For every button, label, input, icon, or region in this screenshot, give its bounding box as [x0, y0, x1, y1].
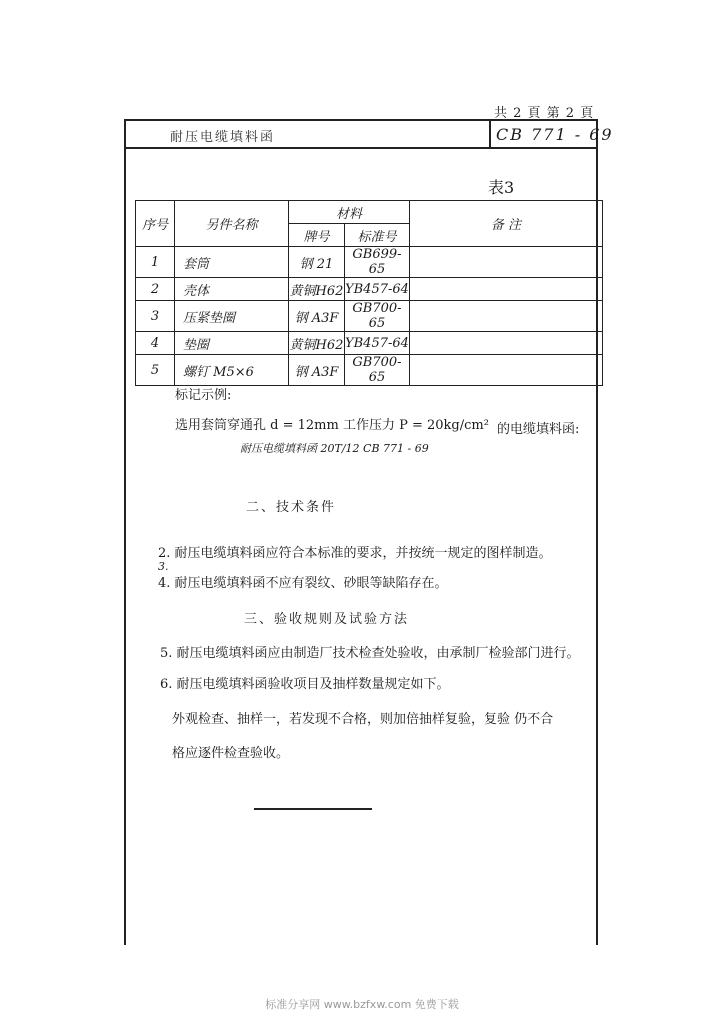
table-row: [136, 278, 603, 301]
section2-item3: 3.: [158, 560, 169, 573]
end-divider: [254, 808, 372, 810]
page-info: 共 2 頁 第 2 頁: [494, 106, 595, 121]
row-remarks: [410, 301, 603, 332]
section2-item4: 4. 耐压电缆填料函不应有裂纹、砂眼等缺陷存在。: [158, 576, 448, 591]
row-standard: GB700-65: [345, 355, 410, 386]
row-remarks: [410, 355, 603, 386]
section2-item2: 2. 耐压电缆填料函应符合本标准的要求，并按统一规定的图样制造。: [158, 546, 552, 561]
row-name: 套筒: [175, 247, 289, 278]
table-label: 表3: [488, 178, 515, 197]
header-index: 序号: [136, 201, 175, 247]
row-name: 螺钉 M5×6: [175, 355, 289, 386]
row-index: 2: [136, 278, 175, 301]
standard-number: CB 771 - 69: [496, 125, 614, 144]
parts-table: [135, 200, 603, 386]
row-standard: YB457-64: [345, 332, 410, 355]
row-name: 垫圈: [175, 332, 289, 355]
example-line2: 耐压电缆填料函 20T/12 CB 771 - 69: [240, 442, 429, 455]
section3-item6: 6. 耐压电缆填料函验收项目及抽样数量规定如下。: [160, 677, 450, 692]
row-grade: 钢 21: [289, 247, 345, 278]
header-divider: [489, 121, 491, 148]
row-name: 壳体: [175, 278, 289, 301]
row-grade: 黄铜H62: [289, 332, 345, 355]
header-grade: 牌号: [289, 224, 345, 247]
section3-item5: 5. 耐压电缆填料函应由制造厂技术检查处验收，由承制厂检验部门进行。: [160, 646, 580, 661]
row-standard: GB700-65: [345, 301, 410, 332]
header-part-name: 另件名称: [175, 201, 289, 247]
row-name: 压紧垫圈: [175, 301, 289, 332]
example-line1: 选用套筒穿通孔 d = 12mm 工作压力 P = 20kg/cm²: [175, 418, 489, 433]
doc-title: 耐压电缆填料函: [170, 130, 276, 145]
row-index: 1: [136, 247, 175, 278]
section3-title: 三、验收规则及试验方法: [244, 612, 410, 627]
row-grade: 钢 A3F: [289, 355, 345, 386]
row-index: 4: [136, 332, 175, 355]
header-remarks: 备 注: [410, 201, 603, 247]
row-index: 5: [136, 355, 175, 386]
row-standard: GB699-65: [345, 247, 410, 278]
table-row: [136, 332, 603, 355]
row-remarks: [410, 278, 603, 301]
section2-title: 二、技术条件: [246, 500, 337, 515]
table-header-row: [136, 201, 603, 224]
row-index: 3: [136, 301, 175, 332]
row-standard: YB457-64: [345, 278, 410, 301]
header-standard: 标准号: [345, 224, 410, 247]
section3-text2: 格应逐件检查验收。: [172, 746, 290, 761]
example-line1-tail: 的电缆填料函:: [497, 422, 580, 437]
header-material: 材料: [289, 201, 410, 224]
section3-text1: 外观检查、抽样一，若发现不合格，则加倍抽样复验，复验 仍不合: [172, 712, 554, 727]
table-row: [136, 301, 603, 332]
row-remarks: [410, 332, 603, 355]
table-row: [136, 355, 603, 386]
footer-watermark: 标准分享网 www.bzfxw.com 免费下载: [265, 998, 459, 1011]
example-title: 标记示例:: [175, 388, 232, 403]
table-row: [136, 247, 603, 278]
row-remarks: [410, 247, 603, 278]
row-grade: 黄铜H62: [289, 278, 345, 301]
row-grade: 钢 A3F: [289, 301, 345, 332]
